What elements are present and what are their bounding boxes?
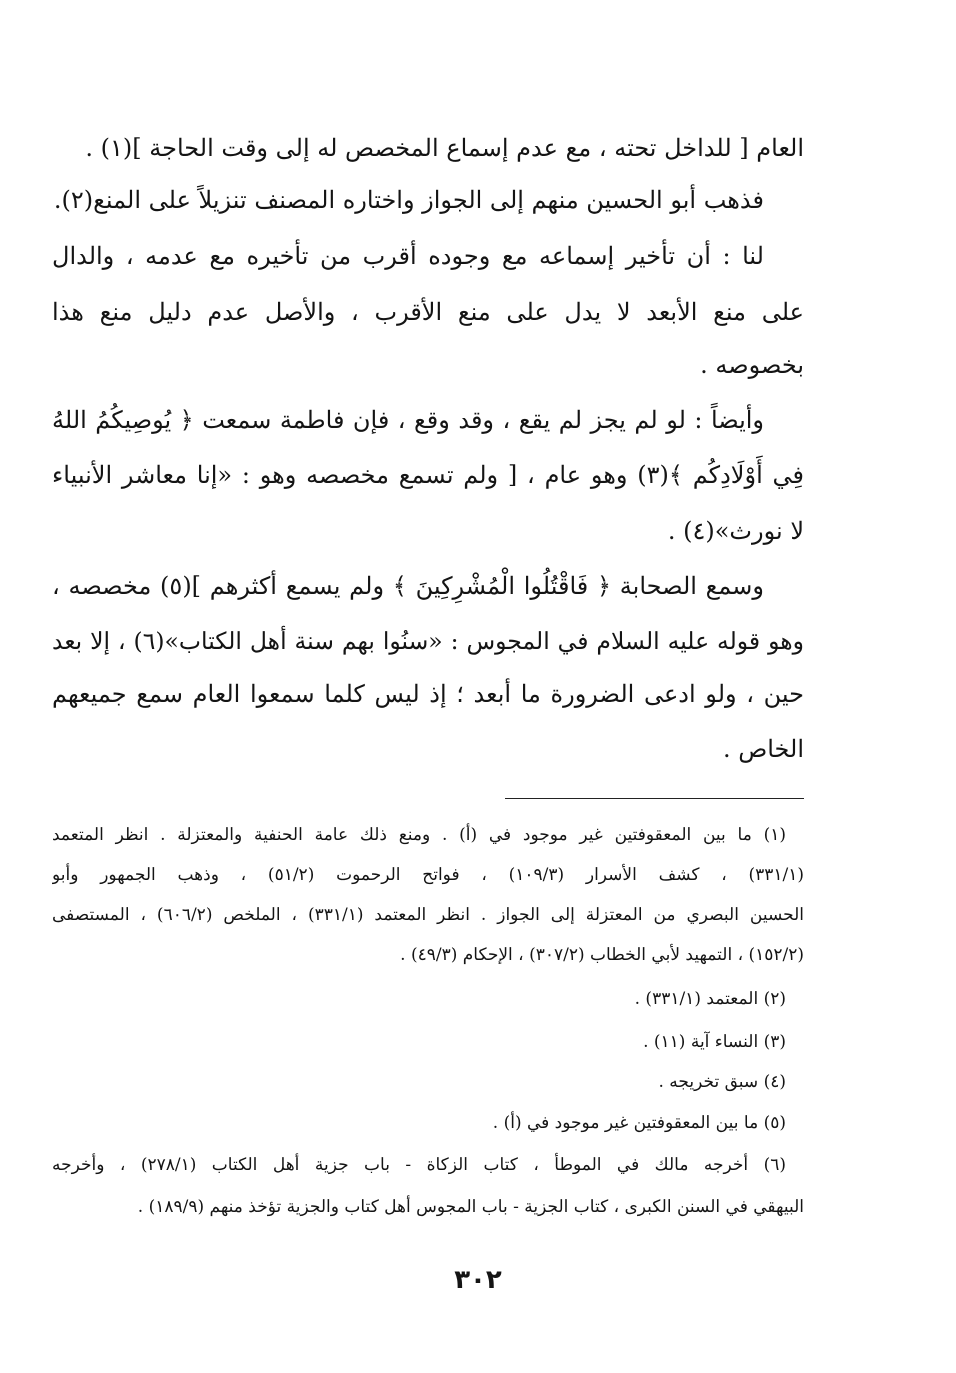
body-line: الخاص . bbox=[722, 735, 804, 763]
body-line: وأيضاً : لو لم يجز لم يقع ، وقد وقع ، فإن فاطمة سمعت ﴿ يُوصِيكُمُ اللهُ bbox=[52, 406, 764, 434]
body-line: بخصوصه . bbox=[700, 351, 804, 379]
footnote-line: البيهقي في السنن الكبرى ، كتاب الجزية - باب المجوس أهل كتاب والجزية تؤخذ منهم (١٨٩/٩) . bbox=[137, 1197, 804, 1217]
body-line: لا نورث»(٤) . bbox=[667, 517, 804, 545]
body-line: وسمع الصحابة ﴿ فَاقْتُلُوا الْمُشْرِكِينَ ﴾ ولم يسمع أكثرهم ](٥) مخصصه ، bbox=[52, 572, 765, 600]
body-line: على منع الأبعد لا يدل على منع الأقرب ، والأصل عدم دليل منع هذا bbox=[52, 298, 804, 326]
footnote-line: (٣٣١/١) ، كشف الأسرار (١٠٩/٣) ، فواتح الرحموت (٥١/٢) ، وذهب الجمهور وأبو bbox=[52, 865, 804, 885]
body-line: فِي أَوْلَادِكُم ﴾(٣) وهو عام ، [ ولم تسمع مخصصه وهو : «إنا معاشر الأنبياء bbox=[52, 461, 804, 489]
footnote-separator bbox=[505, 798, 804, 799]
footnote-line: (١) ما بين المعقوفتين غير موجود في (أ) . ومنع ذلك عامة الحنفية والمعتزلة . انظر المتعمد bbox=[52, 825, 786, 845]
footnote-line: (٦) أخرجه مالك في الموطأ ، كتاب الزكاة - باب جزية أهل الكتاب (٢٧٨/١) ، وأخرجه bbox=[52, 1155, 786, 1175]
footnote-line: (٥) ما بين المعقوفتين غير موجود في (أ) . bbox=[492, 1113, 786, 1133]
body-line: العام [ للداخل تحته ، مع عدم إسماع المخصص له إلى وقت الحاجة ](١) . bbox=[85, 134, 804, 162]
footnote-line: (١٥٢/٢) ، التمهيد لأبي الخطاب (٣٠٧/٢) ، الإحكام (٤٩/٣) . bbox=[400, 945, 804, 965]
body-line: وهو قوله عليه السلام في المجوس : «سنُوا بهم سنة أهل الكتاب»(٦) ، إلا بعد bbox=[52, 627, 804, 655]
footnote-line: الحسين البصري من المعتزلة إلى الجواز . انظر المعتمد (٣٣١/١) ، الملخص (٦٠٦/٢) ، المستصفى bbox=[52, 905, 804, 925]
footnote-line: (٢) المعتمد (٣٣١/١) . bbox=[634, 989, 786, 1009]
body-line: فذهب أبو الحسين منهم إلى الجواز واختاره المصنف تنزيلاً على المنع(٢). bbox=[53, 186, 764, 214]
footnote-line: (٣) النساء آية (١١) . bbox=[643, 1032, 786, 1052]
page-number: ٣٠٢ bbox=[454, 1265, 502, 1295]
body-line: حين ، ولو ادعى الضرورة ما أبعد ؛ إذ ليس كلما سمعوا العام سمع جميعهم bbox=[52, 680, 804, 708]
footnote-line: (٤) سبق تخريجه . bbox=[658, 1072, 786, 1092]
body-line: لنا : أن تأخير إسماعه مع وجوده أقرب من تأخيره مع عدمه ، والدال bbox=[52, 242, 764, 270]
